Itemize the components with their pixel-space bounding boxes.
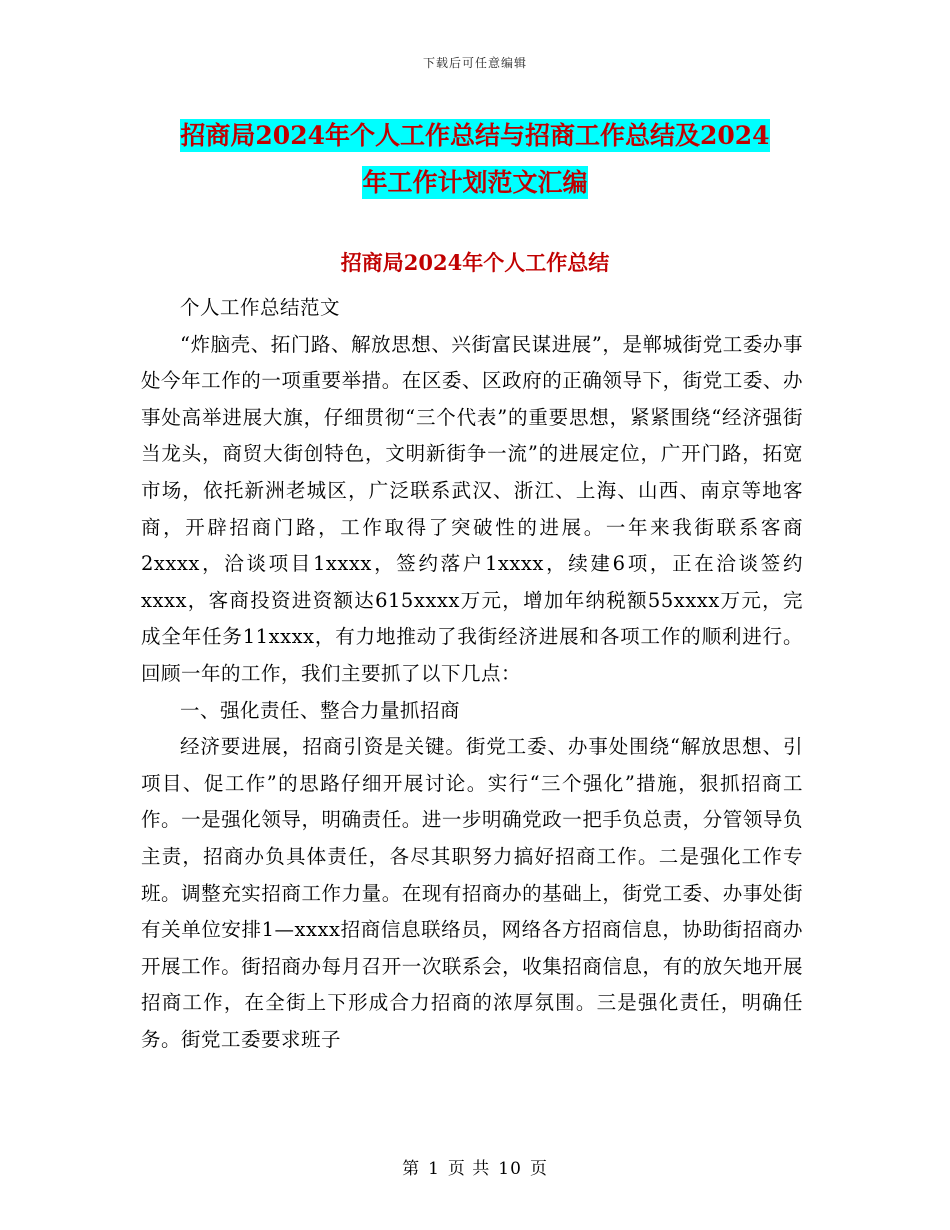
document-title-line-2: 年工作计划范文汇编 <box>362 168 588 197</box>
document-body <box>141 290 803 1058</box>
paragraph-body-1: 经济要进展，招商引资是关键。街党工委、办事处围绕“解放思想、引项目、促工作”的思路仔细开展讨论。实行“三个强化”措施，狠抓招商工作。一是强化领导，明确责任。进一步明确党政一把手负总责，分管领导负主责，招商办负具体责任，各尽其职努力搞好招商工作。二是强化工作专班。调整充实招商工作力量。在现有招商办的基础上，街党工委、办事处街有关单位安排1—xxxx招商信息联络员，网络各方招商信息，协助街招商办开展工作。街招商办每月召开一次联系会，收集招商信息，有的放矢地开展招商工作，在全街上下形成合力招商的浓厚氛围。三是强化责任，明确任务。街党工委要求班子 <box>141 735 803 1051</box>
header-note: 下载后可任意编辑 <box>422 56 527 70</box>
paragraph-subtitle: 个人工作总结范文 <box>180 296 341 319</box>
footer-suffix: 页 <box>529 1159 548 1179</box>
paragraph-intro: “炸脑壳、拓门路、解放思想、兴街富民谋进展”，是郸城街党工委办事处今年工作的一项重要举措。在区委、区政府的正确领导下，街党工委、办事处高举进展大旗，仔细贯彻“三个代表”的重要思想，紧紧围绕“经济强街当龙头，商贸大街创特色，文明新街争一流”的进展定位，广开门路，拓宽市场，依托新洲老城区，广泛联系武汉、浙江、上海、山西、南京等地客商，开辟招商门路，工作取得了突破性的进展。一年来我街联系客商2xxxx，洽谈项目1xxxx，签约落户1xxxx，续建6项，正在洽谈签约xxxx，客商投资进资额达615xxxx万元，增加年纳税额55xxxx万元，完成全年任务11xxxx，有力地推动了我街经济进展和各项工作的顺利进行。回顾一年的工作，我们主要抓了以下几点： <box>141 332 803 685</box>
footer-total-pages: 10 <box>498 1159 522 1179</box>
footer-prefix: 第 <box>402 1159 421 1179</box>
page-footer <box>0 1154 950 1179</box>
footer-middle: 页 共 <box>447 1159 491 1179</box>
document-title <box>140 112 810 206</box>
section-title: 招商局2024年个人工作总结 <box>340 250 610 275</box>
paragraph-heading-1: 一、强化责任、整合力量抓招商 <box>180 698 461 722</box>
footer-current-page: 1 <box>428 1159 440 1179</box>
document-title-line-1: 招商局2024年个人工作总结与招商工作总结及2024 <box>180 121 770 150</box>
